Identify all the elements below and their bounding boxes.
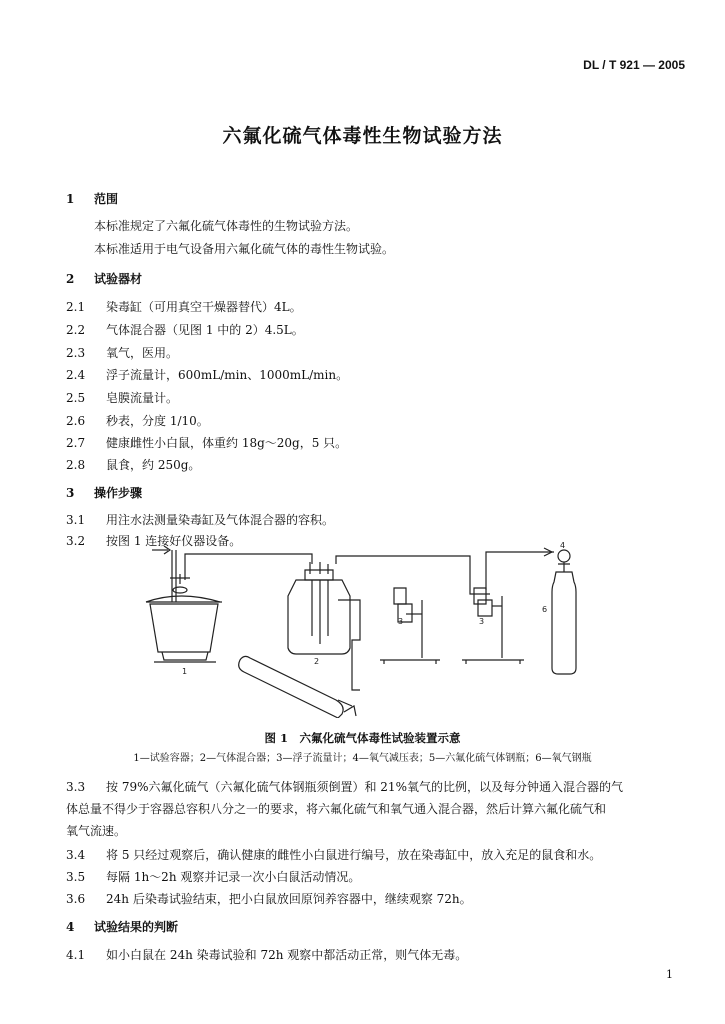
item-number: 3.6 [66, 892, 86, 906]
item-number: 2.5 [66, 391, 86, 405]
item-number: 2.6 [66, 414, 86, 428]
section-3-heading [66, 484, 142, 501]
section-title: 范围 [94, 192, 119, 206]
item-number: 2.7 [66, 436, 86, 450]
flowmeter-left [380, 588, 440, 664]
equipment-item [66, 434, 347, 451]
equipment-item [66, 366, 348, 383]
step-item [66, 846, 601, 863]
item-number: 3.4 [66, 848, 86, 862]
section-title: 试验结果的判断 [94, 920, 179, 934]
item-text: 24h 后染毒试验结束，把小白鼠放回原饲养容器中，继续观察 72h。 [106, 892, 472, 906]
step-3-3-line-3: 氧气流速。 [66, 824, 127, 838]
label-4: 4 [560, 541, 566, 550]
item-number: 3.1 [66, 513, 86, 527]
section-number: 1 [66, 192, 75, 206]
item-text: 用注水法测量染毒缸及气体混合器的容积。 [106, 513, 335, 527]
section-title: 操作步骤 [94, 486, 143, 500]
label-3b: 3 [479, 617, 485, 626]
gas-mixer [288, 562, 350, 654]
item-text: 每隔 1h～2h 观察并记录一次小白鼠活动情况。 [106, 870, 361, 884]
item-text: 按 79%六氟化硫气（六氟化硫气体钢瓶须倒置）和 21%氧气的比例，以及每分钟通入混合器的气 [106, 780, 623, 794]
section-title: 试验器材 [94, 272, 143, 286]
item-text: 浮子流量计，600mL/min、1000mL/min。 [106, 368, 349, 382]
flowmeter-right [462, 588, 524, 664]
gas-line [336, 556, 490, 594]
item-number: 2.2 [66, 323, 86, 337]
item-text: 染毒缸（可用真空干燥器替代）4L。 [106, 300, 302, 314]
apparatus-diagram [140, 540, 590, 718]
item-text: 鼠食，约 250g。 [106, 458, 201, 472]
label-3a: 3 [398, 617, 404, 626]
result-item [66, 946, 467, 963]
step-item [66, 778, 623, 795]
item-number: 3.3 [66, 780, 86, 794]
item-number: 3.2 [66, 534, 86, 548]
equipment-item [66, 389, 178, 406]
scope-paragraph-2: 本标准适用于电气设备用六氟化硫气体的毒性生物试验。 [94, 242, 395, 256]
section-number: 2 [66, 272, 75, 286]
gas-line [338, 600, 360, 690]
label-1: 1 [182, 667, 188, 676]
figure-caption: 图 1 六氟化硫气体毒性试验装置示意 [264, 731, 461, 745]
section-2-heading [66, 270, 142, 287]
equipment-item [66, 321, 304, 338]
item-text: 将 5 只经过观察后，确认健康的雌性小白鼠进行编号，放在染毒缸中，放入充足的鼠食和水。 [106, 848, 602, 862]
item-number: 2.4 [66, 368, 86, 382]
equipment-item [66, 344, 178, 361]
gas-line [486, 552, 554, 590]
page-number: 1 [666, 968, 673, 981]
page-title: 六氟化硫气体毒性生物试验方法 [222, 125, 503, 147]
item-text: 按图 1 连接好仪器设备。 [106, 534, 242, 548]
item-number: 2.8 [66, 458, 86, 472]
figure-legend: 1—试验容器；2—气体混合器；3—浮子流量计；4—氧气减压表；5—六氟化硫气体钢瓶；6—氧气钢瓶 [133, 753, 592, 764]
section-number: 3 [66, 486, 75, 500]
sf6-cylinder [239, 656, 356, 718]
item-text: 健康雌性小白鼠，体重约 18g～20g，5 只。 [106, 436, 348, 450]
scope-paragraph-1: 本标准规定了六氟化硫气体毒性的生物试验方法。 [94, 219, 359, 233]
oxygen-cylinder [552, 550, 576, 674]
item-number: 4.1 [66, 948, 86, 962]
equipment-item [66, 298, 302, 315]
equipment-item [66, 456, 200, 473]
gas-line [185, 554, 312, 580]
step-item [66, 511, 334, 528]
label-2: 2 [314, 657, 320, 666]
label-6: 6 [542, 605, 548, 614]
item-text: 气体混合器（见图 1 中的 2）4.5L。 [106, 323, 304, 337]
item-text: 氧气，医用。 [106, 346, 179, 360]
section-number: 4 [66, 920, 75, 934]
item-text: 皂膜流量计。 [106, 391, 179, 405]
step-3-3-line-2: 体总量不得少于容器总容积八分之一的要求，将六氟化硫气和氧气通入混合器，然后计算六氟化硫气和 [66, 802, 607, 816]
item-text: 如小白鼠在 24h 染毒试验和 72h 观察中都活动正常，则气体无毒。 [106, 948, 468, 962]
test-vessel [146, 546, 222, 662]
item-number: 2.1 [66, 300, 86, 314]
step-item [66, 868, 360, 885]
item-number: 2.3 [66, 346, 86, 360]
section-4-heading [66, 918, 178, 935]
item-number: 3.5 [66, 870, 86, 884]
item-text: 秒表，分度 1/10。 [106, 414, 209, 428]
equipment-item [66, 412, 209, 429]
section-1-heading [66, 190, 118, 207]
standard-code: DL / T 921 — 2005 [583, 58, 685, 72]
step-item [66, 890, 472, 907]
